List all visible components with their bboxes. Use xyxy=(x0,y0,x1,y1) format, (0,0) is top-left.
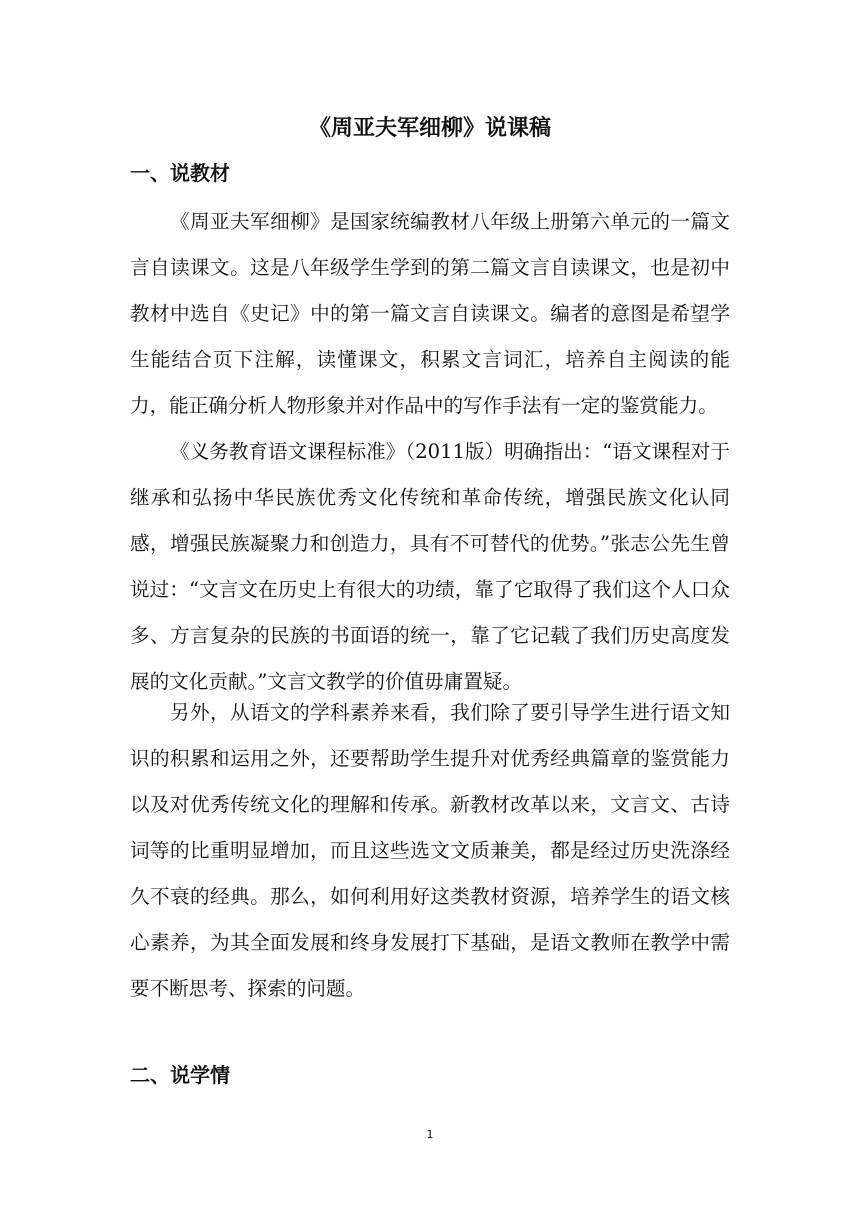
paragraph-curriculum-standard: 《义务教育语文课程标准》（2011版）明确指出：“语文课程对于继承和弘扬中华民族优秀文化传统和革命传统，增强民族文化认同感，增强民族凝聚力和创造力，具有不可替代的优势。”张志公先生曾说过：“文言文在历史上有很大的功绩，靠了它取得了我们这个人口众多、方言复杂的民族的书面语的统一，靠了它记载了我们历史高度发展的文化贡献。”文言文教学的价值毋庸置疑。 xyxy=(130,440,730,693)
section-heading-learners: 二、说学情 xyxy=(130,1063,230,1087)
paragraph-subject-literacy: 另外，从语文的学科素养来看，我们除了要引导学生进行语文知识的积累和运用之外，还要帮助学生提升对优秀经典篇章的鉴赏能力以及对优秀传统文化的理解和传承。新教材改革以来，文言文、古诗词等的比重明显增加，而且这些选文文质兼美，都是经过历史洗涤经久不衰的经典。那么，如何利用好这类教材资源，培养学生的语文核心素养，为其全面发展和终身发展打下基础，是语文教师在教学中需要不断思考、探索的问题。 xyxy=(130,701,730,1000)
section-heading-textbook: 一、说教材 xyxy=(130,161,230,185)
document-title: 《周亚夫军细柳》说课稿 xyxy=(308,116,551,141)
page-number: 1 xyxy=(426,1128,434,1141)
paragraph-textbook-intro: 《周亚夫军细柳》是国家统编教材八年级上册第六单元的一篇文言自读课文。这是八年级学生学到的第二篇文言自读课文，也是初中教材中选自《史记》中的第一篇文言自读课文。编者的意图是希望学生能结合页下注解，读懂课文，积累文言词汇，培养自主阅读的能力，能正确分析人物形象并对作品中的写作手法有一定的鉴赏能力。 xyxy=(130,210,730,417)
